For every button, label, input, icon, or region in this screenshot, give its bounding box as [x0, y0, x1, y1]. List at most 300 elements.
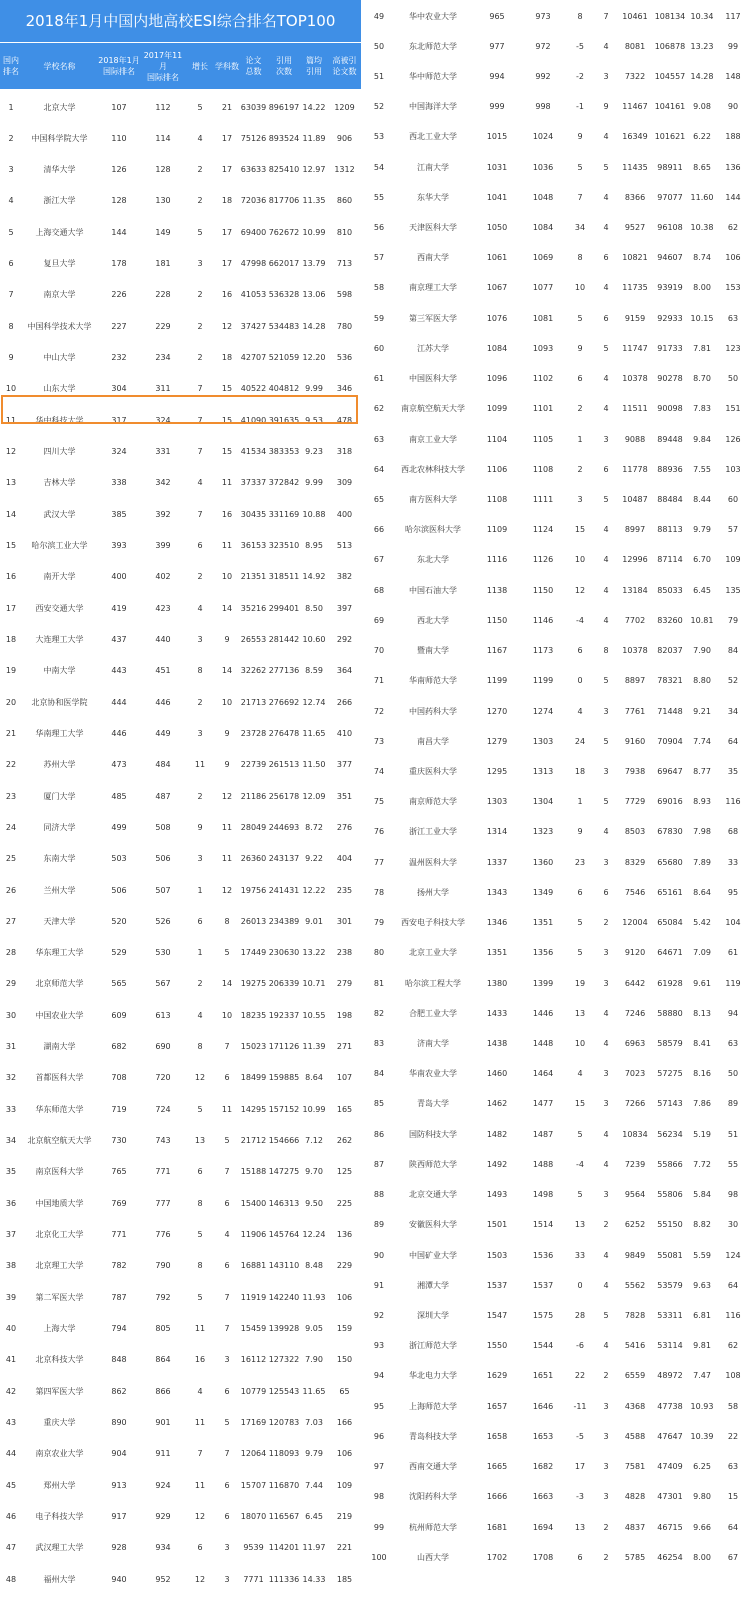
table-cell: 34	[574, 223, 586, 233]
table-cell: 7	[224, 1042, 230, 1052]
table-cell: 山东大学	[43, 384, 76, 394]
table-cell: 东华大学	[417, 192, 449, 202]
table-cell: 331	[155, 447, 171, 457]
table-cell: 15459	[240, 1323, 267, 1333]
table-cell: 51	[727, 1129, 739, 1139]
table-cell: 浙江大学	[43, 196, 76, 206]
table-cell: 1036	[532, 162, 554, 172]
table-cell: 397	[336, 603, 353, 613]
table-cell: 55866	[657, 1159, 683, 1169]
table-cell: 91733	[657, 343, 683, 353]
table-cell: 20	[5, 697, 17, 707]
table-cell: 华南理工大学	[35, 728, 84, 738]
table-cell: 825410	[268, 165, 300, 175]
table-cell: 3	[603, 1190, 609, 1200]
table-cell: 15707	[240, 1480, 267, 1490]
table-cell: 64	[727, 1280, 739, 1290]
table-cell: 3	[224, 1574, 230, 1584]
table-cell: 深圳大学	[417, 1310, 449, 1320]
table-cell: 478	[336, 415, 353, 425]
table-cell: 1050	[486, 223, 508, 233]
table-cell: 8.72	[305, 822, 323, 832]
table-cell: 26	[5, 885, 17, 895]
table-cell: 7	[224, 1292, 230, 1302]
table-cell: 157152	[268, 1104, 300, 1114]
table-cell: 1514	[532, 1220, 554, 1230]
table-cell: 58579	[657, 1038, 683, 1048]
table-cell: 4	[603, 1280, 609, 1290]
table-cell: 4	[603, 1341, 609, 1351]
table-cell: 4	[603, 404, 609, 414]
table-cell: 5	[197, 102, 203, 112]
table-cell: 5	[577, 162, 583, 172]
table-cell: 23728	[240, 728, 267, 738]
table-cell: 5	[224, 1136, 230, 1146]
table-cell: 165	[336, 1104, 353, 1114]
table-cell: 天津医科大学	[409, 223, 457, 233]
table-row	[0, 781, 361, 813]
table-cell: 383353	[268, 447, 300, 457]
table-cell: 8	[577, 11, 583, 21]
table-cell: 武汉理工大学	[35, 1543, 84, 1553]
table-cell: 40	[5, 1323, 17, 1333]
table-row	[0, 499, 361, 531]
table-cell: 94607	[657, 253, 683, 263]
table-cell: 1399	[532, 978, 554, 988]
table-cell: 69016	[657, 797, 683, 807]
table-cell: 934	[155, 1543, 171, 1553]
table-cell: 17	[221, 133, 233, 143]
table-cell: 281442	[268, 634, 300, 644]
table-cell: 12.24	[302, 1230, 326, 1240]
table-cell: 10	[5, 384, 17, 394]
table-cell: 23	[574, 857, 586, 867]
table-cell: 52	[727, 676, 739, 686]
table-cell: 17	[574, 1462, 586, 1472]
table-cell: -6	[576, 1341, 584, 1351]
table-cell: 8.59	[305, 666, 323, 676]
table-cell: 13.79	[302, 259, 326, 269]
table-cell: 62	[727, 223, 739, 233]
table-row	[366, 1360, 750, 1392]
table-cell: 8.93	[693, 797, 711, 807]
column-header: 论文 总数	[245, 56, 262, 76]
table-cell: 扬州大学	[417, 887, 449, 897]
table-cell: 7.89	[693, 857, 711, 867]
table-cell: 98	[727, 1190, 739, 1200]
table-cell: 765	[111, 1167, 127, 1177]
table-cell: 301	[336, 916, 353, 926]
table-cell: 567	[155, 979, 171, 989]
table-cell: 8081	[624, 41, 646, 51]
table-cell: 15023	[240, 1042, 267, 1052]
table-cell: 149	[155, 227, 171, 237]
table-cell: 12	[221, 321, 233, 331]
table-cell: 6	[603, 313, 609, 323]
table-cell: 15	[574, 525, 586, 535]
table-cell: 5	[197, 1230, 203, 1240]
table-cell: 12.20	[302, 353, 326, 363]
table-cell: 9.61	[693, 978, 711, 988]
table-cell: 713	[336, 259, 353, 269]
table-cell: 13	[574, 1522, 586, 1532]
table-cell: 10.55	[302, 1010, 326, 1020]
table-cell: 565	[111, 979, 127, 989]
table-cell: 2	[577, 404, 583, 414]
table-cell: 中国石油大学	[409, 585, 457, 595]
table-cell: 南方医科大学	[409, 495, 457, 505]
table-cell: 东北大学	[417, 555, 449, 565]
table-cell: 241431	[268, 885, 300, 895]
table-row	[0, 530, 361, 562]
table-cell: 8	[8, 321, 14, 331]
table-cell: 55	[373, 192, 385, 202]
table-cell: 12.22	[302, 885, 326, 895]
table-row	[0, 1470, 361, 1502]
table-cell: 9.63	[693, 1280, 711, 1290]
table-cell: 东北师范大学	[409, 41, 457, 51]
table-cell: 11.60	[690, 192, 714, 202]
table-cell: 1346	[486, 918, 508, 928]
table-cell: 8329	[624, 857, 646, 867]
table-cell: 55806	[657, 1190, 683, 1200]
table-cell: 227	[111, 321, 127, 331]
table-cell: 7322	[624, 71, 646, 81]
table-cell: 65084	[657, 918, 683, 928]
table-cell: 10821	[622, 253, 648, 263]
table-cell: 武汉大学	[43, 509, 76, 519]
table-cell: 101621	[654, 132, 686, 142]
table-cell: 84	[373, 1069, 385, 1079]
table-cell: 16	[194, 1355, 206, 1365]
table-cell: 1108	[486, 495, 508, 505]
table-cell: 32262	[240, 666, 267, 676]
table-cell: 14	[221, 979, 233, 989]
table-cell: 4	[603, 525, 609, 535]
table-cell: 114	[155, 133, 171, 143]
table-cell: 13	[5, 478, 17, 488]
table-cell: 15	[727, 1492, 739, 1502]
table-row	[0, 749, 361, 781]
table-cell: 7	[224, 1449, 230, 1459]
table-cell: 9	[577, 827, 583, 837]
table-cell: 88484	[657, 495, 683, 505]
table-row	[366, 121, 750, 153]
table-cell: 58	[373, 283, 385, 293]
table-row	[0, 1094, 361, 1126]
table-cell: 93	[373, 1341, 385, 1351]
table-cell: 19275	[240, 979, 267, 989]
table-cell: 47301	[657, 1492, 683, 1502]
table-cell: 15	[221, 415, 233, 425]
table-cell: 江南大学	[417, 162, 449, 172]
table-cell: 山西大学	[417, 1552, 449, 1562]
table-cell: 530	[155, 948, 171, 958]
table-cell: 70904	[657, 736, 683, 746]
table-cell: 6	[224, 1480, 230, 1490]
table-cell: 1077	[532, 283, 554, 293]
table-cell: 7.83	[693, 404, 711, 414]
table-cell: 陕西师范大学	[409, 1159, 457, 1169]
table-cell: 21712	[240, 1136, 267, 1146]
table-cell: 88	[373, 1190, 385, 1200]
table-cell: 9.08	[693, 102, 711, 112]
table-cell: 1150	[532, 585, 554, 595]
table-cell: 1323	[532, 827, 554, 837]
table-cell: 8	[197, 1198, 203, 1208]
table-cell: 6	[224, 1261, 230, 1271]
table-cell: 1116	[486, 555, 508, 565]
table-cell: 4	[197, 478, 203, 488]
table-cell: 西北工业大学	[409, 132, 457, 142]
table-cell: 136	[725, 162, 741, 172]
table-cell: 106	[725, 253, 741, 263]
table-cell: 292	[336, 634, 353, 644]
table-row	[0, 937, 361, 969]
table-cell: 63	[373, 434, 385, 444]
table-cell: 89448	[657, 434, 683, 444]
table-cell: 58	[727, 1401, 739, 1411]
table-cell: 22739	[240, 760, 267, 770]
table-cell: 14.28	[302, 321, 326, 331]
table-cell: 234	[155, 353, 171, 363]
table-cell: 18	[221, 353, 233, 363]
table-cell: 2	[197, 290, 203, 300]
table-cell: 1167	[486, 646, 508, 656]
table-cell: 125	[336, 1167, 353, 1177]
table-cell: 965	[489, 11, 505, 21]
table-cell: 63633	[240, 165, 267, 175]
table-cell: 7.90	[305, 1355, 323, 1365]
table-cell: 499	[111, 822, 127, 832]
table-cell: 南开大学	[43, 572, 76, 582]
table-cell: 46715	[657, 1522, 683, 1532]
table-cell: 18	[574, 767, 586, 776]
table-cell: 8	[197, 666, 203, 676]
table-cell: 11778	[622, 464, 648, 474]
table-cell: 14.22	[302, 102, 326, 112]
table-cell: 25	[5, 854, 17, 864]
table-cell: 6	[224, 1073, 230, 1083]
table-cell: 4	[577, 1069, 583, 1079]
table-cell: 1084	[486, 343, 508, 353]
table-cell: 60	[727, 495, 739, 505]
table-cell: 9.80	[693, 1492, 711, 1502]
table-cell: 299401	[268, 603, 300, 613]
table-row	[0, 561, 361, 593]
table-cell: 10	[221, 572, 233, 582]
table-cell: 1349	[532, 887, 554, 897]
table-cell: 2	[8, 133, 14, 143]
table-cell: 21	[5, 728, 17, 738]
table-cell: 53579	[657, 1280, 683, 1290]
table-cell: 30435	[240, 509, 267, 519]
table-cell: 3	[603, 1069, 609, 1079]
table-cell: 53311	[657, 1310, 683, 1320]
table-cell: 1501	[486, 1220, 508, 1230]
table-cell: 11	[5, 415, 17, 425]
table-cell: 重庆医科大学	[409, 767, 457, 776]
table-cell: 50	[727, 1069, 739, 1079]
table-cell: 3	[224, 1355, 230, 1365]
table-cell: 65161	[657, 887, 683, 897]
table-cell: 8.64	[693, 887, 711, 897]
table-cell: 中国矿业大学	[409, 1250, 457, 1260]
table-cell: 123	[725, 343, 741, 353]
table-cell: 1146	[532, 615, 554, 625]
table-cell: 复旦大学	[43, 259, 76, 269]
table-cell: 143110	[268, 1261, 300, 1271]
table-row	[366, 182, 750, 214]
table-cell: 6.45	[305, 1511, 323, 1521]
table-cell: 5	[577, 948, 583, 958]
table-cell: 1653	[532, 1431, 554, 1441]
table-cell: 12.97	[302, 165, 326, 175]
table-cell: 1663	[532, 1492, 554, 1502]
table-cell: 5	[603, 343, 609, 353]
table-cell: 7702	[624, 615, 646, 625]
table-cell: 9.79	[305, 1449, 323, 1459]
table-cell: 9.81	[693, 1341, 711, 1351]
table-cell: 8503	[624, 827, 646, 837]
table-cell: 999	[489, 102, 505, 112]
table-cell: 4368	[624, 1401, 646, 1411]
table-cell: 4	[603, 374, 609, 384]
table-cell: 443	[111, 666, 127, 676]
table-cell: 1351	[486, 948, 508, 958]
table-cell: 1084	[532, 223, 554, 233]
table-cell: 11511	[622, 404, 648, 414]
table-cell: 西安电子科技大学	[401, 918, 465, 928]
table-cell: 26013	[240, 916, 267, 926]
table-cell: 762672	[268, 227, 300, 237]
table-cell: 508	[155, 822, 171, 832]
table-cell: 4	[603, 283, 609, 293]
table-cell: 6	[577, 374, 583, 384]
table-cell: 57143	[657, 1099, 683, 1109]
table-cell: 166	[336, 1417, 353, 1427]
table-cell: 232	[111, 353, 127, 363]
table-cell: 12	[194, 1574, 206, 1584]
table-cell: 18	[5, 634, 17, 644]
table-row	[0, 217, 361, 249]
table-cell: 68	[373, 585, 385, 595]
table-cell: 9849	[624, 1250, 646, 1260]
table-cell: -3	[576, 1492, 584, 1502]
table-cell: 41534	[240, 447, 267, 457]
table-cell: 98911	[657, 162, 683, 172]
table-cell: 5	[197, 1104, 203, 1114]
table-cell: 2	[603, 1371, 609, 1381]
table-cell: 392	[155, 509, 171, 519]
table-cell: 12004	[622, 918, 648, 928]
table-cell: 1	[197, 885, 203, 895]
table-cell: 11	[221, 854, 233, 864]
table-cell: 杭州师范大学	[409, 1522, 457, 1532]
table-row	[0, 718, 361, 750]
table-cell: 1093	[532, 343, 554, 353]
table-cell: 1498	[532, 1190, 554, 1200]
table-cell: 3	[603, 434, 609, 444]
table-cell: 7761	[624, 706, 646, 716]
table-cell: 15188	[240, 1167, 267, 1177]
table-cell: 118093	[268, 1449, 300, 1459]
table-cell: -11	[573, 1401, 587, 1411]
table-cell: 72036	[240, 196, 267, 206]
table-cell: 70	[373, 646, 385, 656]
table-cell: 6	[224, 1386, 230, 1396]
table-cell: 848	[111, 1355, 127, 1365]
table-cell: 5	[603, 162, 609, 172]
table-cell: 9.21	[693, 706, 711, 716]
table-cell: 46254	[657, 1552, 683, 1562]
table-cell: 10.71	[302, 979, 326, 989]
table-cell: 7.55	[693, 464, 711, 474]
table-row	[0, 1313, 361, 1345]
table-cell: 9.05	[305, 1323, 323, 1333]
table-cell: 9564	[624, 1190, 646, 1200]
table-cell: 906	[336, 133, 353, 143]
table-cell: 2	[603, 1522, 609, 1532]
table-cell: 50	[373, 41, 385, 51]
table-cell: 506	[111, 885, 127, 895]
table-cell: 3	[8, 165, 14, 175]
table-cell: 11	[221, 1104, 233, 1114]
table-cell: 410	[336, 728, 353, 738]
table-cell: 973	[535, 11, 551, 21]
table-cell: 45	[5, 1480, 17, 1490]
table-cell: 75126	[240, 133, 267, 143]
table-cell: 5785	[624, 1552, 646, 1562]
table-cell: 济南大学	[417, 1038, 449, 1048]
table-cell: 33	[727, 857, 739, 867]
table-cell: 18235	[240, 1010, 267, 1020]
table-cell: 12	[5, 447, 17, 457]
table-cell: 444	[111, 697, 127, 707]
table-cell: 1076	[486, 313, 508, 323]
table-cell: 14.28	[690, 71, 714, 81]
table-cell: 47738	[657, 1401, 683, 1411]
table-cell: 324	[111, 447, 127, 457]
table-cell: 15400	[240, 1198, 267, 1208]
table-cell: 862	[111, 1386, 127, 1396]
table-row	[366, 1451, 750, 1483]
table-cell: 10.60	[302, 634, 326, 644]
table-cell: 860	[336, 196, 353, 206]
table-cell: 北京理工大学	[35, 1261, 84, 1271]
table-cell: 104161	[654, 102, 686, 112]
table-row	[366, 847, 750, 879]
table-row	[366, 1179, 750, 1211]
table-cell: 12	[574, 585, 586, 595]
table-row	[366, 726, 750, 758]
table-cell: 9	[8, 353, 14, 363]
table-cell: 36153	[240, 540, 267, 550]
table-cell: 1295	[486, 767, 508, 776]
table-cell: 7828	[624, 1310, 646, 1320]
table-cell: 372842	[268, 478, 300, 488]
table-cell: 6	[603, 464, 609, 474]
table-cell: 35	[5, 1167, 17, 1177]
table-cell: 10.99	[302, 1104, 326, 1114]
table-cell: 3	[603, 1401, 609, 1411]
table-cell: 8	[197, 1261, 203, 1271]
table-cell: 1438	[486, 1038, 508, 1048]
table-cell: 11.65	[302, 728, 326, 738]
table-cell: 15	[574, 1099, 586, 1109]
table-cell: 北京工业大学	[409, 948, 457, 958]
table-cell: 63	[727, 1462, 739, 1472]
